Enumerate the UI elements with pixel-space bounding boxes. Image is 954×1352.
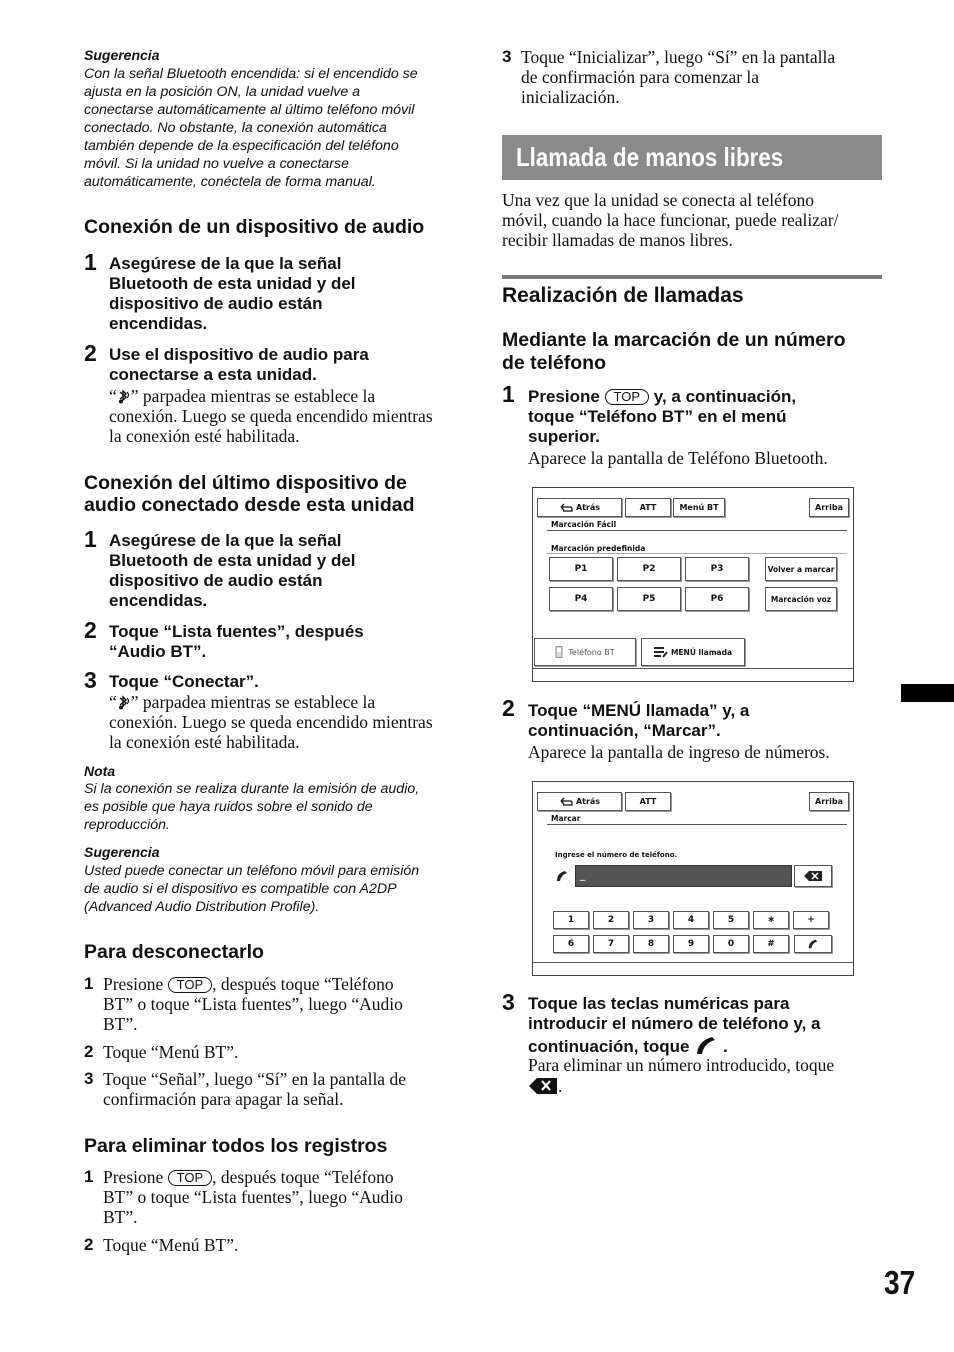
top-key: TOP — [168, 1170, 213, 1186]
top-key: TOP — [605, 389, 650, 405]
preset-p5-button[interactable]: P5 — [617, 587, 681, 611]
back-arrow-icon — [559, 797, 573, 807]
step-body: Toque “Menú BT”. — [103, 1235, 239, 1255]
step-text-part: Presione — [528, 387, 600, 406]
divider — [533, 668, 853, 669]
section-title: Para eliminar todos los registros — [84, 1135, 388, 1157]
bluetooth-audio-icon — [117, 388, 131, 404]
subsection-label: Marcación predefinida — [551, 544, 646, 553]
step-body: BT” o toque “Lista fuentes”, luego “Audio — [103, 1187, 403, 1207]
step-text: Toque las teclas numéricas para — [528, 994, 790, 1013]
step-number: 2 — [502, 695, 515, 721]
preset-p2-button[interactable]: P2 — [617, 557, 681, 581]
call-button[interactable] — [794, 935, 832, 953]
back-label: Atrás — [575, 797, 601, 806]
step-body — [109, 386, 375, 407]
note-heading: Nota — [84, 763, 116, 779]
step-body: de confirmación para comenzar la — [521, 67, 760, 87]
step-body: BT”. — [103, 1207, 138, 1227]
preset-p1-button[interactable]: P1 — [549, 557, 613, 581]
note-line: es posible que haya ruidos sobre el sonido de — [84, 799, 373, 815]
keypad-key[interactable]: 7 — [593, 935, 629, 953]
chapter-tab-marker — [901, 684, 954, 702]
step-text: conectarse a esta unidad. — [109, 365, 317, 384]
step-text: Toque “Conectar”. — [109, 672, 259, 691]
back-arrow-icon — [559, 503, 573, 513]
step-text: Bluetooth de esta unidad y del — [109, 551, 356, 570]
chapter-banner — [502, 135, 882, 180]
phone-handset-icon — [555, 646, 563, 658]
step-body: BT” o toque “Lista fuentes”, luego “Audio — [103, 994, 403, 1014]
step-text: continuación, “Marcar”. — [528, 721, 721, 740]
bluetooth-audio-icon — [117, 694, 131, 710]
tip-line: automáticamente, conéctela de forma manual. — [84, 174, 376, 190]
section-title: Para desconectarlo — [84, 941, 264, 963]
step-text — [528, 387, 796, 408]
subsection-title: Mediante la marcación de un número — [502, 329, 846, 351]
step-body: Aparece la pantalla de Teléfono Bluetooth. — [528, 448, 828, 468]
tip-line: conectado. No obstante, la conexión automática — [84, 120, 387, 136]
phone-icon — [807, 938, 819, 950]
phone-icon — [694, 1034, 718, 1056]
step-number: 1 — [502, 381, 515, 407]
step-body: Para eliminar un número introducido, toque — [528, 1055, 835, 1075]
step-number: 1 — [84, 249, 97, 275]
menu-bt-button[interactable]: Menú BT — [673, 498, 725, 517]
back-button[interactable] — [537, 792, 622, 811]
keypad-key[interactable]: 8 — [633, 935, 669, 953]
tip-line: conectarse automáticamente al último teléfono móvil — [84, 102, 415, 118]
step-text: Bluetooth de esta unidad y del — [109, 274, 356, 293]
step-number: 2 — [84, 617, 97, 643]
step-body — [109, 692, 375, 713]
divider — [547, 824, 847, 825]
tip-line: Con la señal Bluetooth encendida: si el encendido se — [84, 66, 418, 82]
bt-phone-screen — [532, 487, 854, 682]
intro-line: recibir llamadas de manos libres. — [502, 230, 733, 250]
divider — [547, 553, 847, 554]
body-text: ” parpadea mientras se establece la — [130, 692, 376, 712]
tip-heading: Sugerencia — [84, 47, 160, 63]
step-body: Aparece la pantalla de ingreso de números. — [528, 742, 830, 762]
step-text: dispositivo de audio están — [109, 571, 323, 590]
step-text: encendidas. — [109, 314, 208, 333]
keypad-key[interactable]: # — [753, 935, 789, 953]
banner-title: Llamada de manos libres — [516, 142, 784, 172]
keypad-key[interactable]: ∗ — [753, 911, 789, 929]
divider — [547, 530, 847, 531]
backspace-icon — [804, 871, 822, 881]
step-text: Toque “MENÚ llamada” y, a — [528, 701, 750, 720]
tab-telefono-bt[interactable] — [534, 638, 636, 666]
step-body: la conexión esté habilitada. — [109, 732, 300, 752]
tip-line: ajusta en la posición ON, la unidad vuelve a — [84, 84, 361, 100]
step-body: inicialización. — [521, 87, 620, 107]
tab-menu-llamada[interactable] — [641, 638, 745, 666]
step-text: encendidas. — [109, 591, 208, 610]
dial-prompt: Ingrese el número de teléfono. — [555, 851, 678, 859]
quote-open: “ — [109, 692, 117, 712]
step-number: 2 — [84, 1042, 94, 1061]
tip-heading: Sugerencia — [84, 844, 160, 860]
tab-label: Teléfono BT — [568, 647, 615, 657]
step-number: 3 — [84, 667, 97, 693]
step-number: 3 — [84, 1069, 94, 1088]
step-number: 2 — [84, 340, 97, 366]
input-value: _ — [580, 868, 586, 881]
step-text: continuación, toque . — [528, 1034, 728, 1058]
note-line: Si la conexión se realiza durante la emisión de audio, — [84, 781, 420, 797]
dial-screen — [532, 781, 854, 976]
backspace-icon — [528, 1077, 558, 1095]
body-text: , después toque “Teléfono — [212, 1167, 394, 1187]
step-text: toque “Teléfono BT” en el menú — [528, 407, 787, 426]
section-title: audio conectado desde esta unidad — [84, 494, 415, 516]
keypad-key[interactable]: 4 — [673, 911, 709, 929]
step-body: conexión. Luego se queda encendido mientras — [109, 406, 433, 426]
step-number: 1 — [84, 526, 97, 552]
step-text: “Audio BT”. — [109, 642, 207, 661]
preset-p6-button[interactable]: P6 — [685, 587, 749, 611]
step-number: 1 — [84, 974, 94, 993]
step-text-part: continuación, toque — [528, 1037, 690, 1056]
step-body: conexión. Luego se queda encendido mientras — [109, 712, 433, 732]
body-text: Presione — [103, 1167, 164, 1187]
body-text: ” parpadea mientras se establece la — [130, 386, 376, 406]
step-body: confirmación para apagar la señal. — [103, 1089, 344, 1109]
att-button[interactable]: ATT — [625, 792, 671, 811]
keypad-key[interactable]: 6 — [553, 935, 589, 953]
quote-open: “ — [109, 386, 117, 406]
tip-line: móvil. Si la unidad no vuelve a conectarse — [84, 156, 349, 172]
step-body — [103, 1167, 394, 1188]
step-text: Asegúrese de la que la señal — [109, 531, 342, 550]
tip-line: también depende de la especificación del teléfono — [84, 138, 399, 154]
step-number: 3 — [502, 989, 515, 1015]
step-text: dispositivo de audio están — [109, 294, 323, 313]
step-body: BT”. — [103, 1014, 138, 1034]
section-label: Marcación Fácil — [551, 520, 617, 529]
section-title: Conexión de un dispositivo de audio — [84, 216, 425, 238]
body-text: , después toque “Teléfono — [212, 974, 394, 994]
step-text: introducir el número de teléfono y, a — [528, 1014, 821, 1033]
top-key: TOP — [168, 977, 213, 993]
keypad-key[interactable]: 0 — [713, 935, 749, 953]
divider — [533, 962, 853, 963]
step-body: Toque “Inicializar”, luego “Sí” en la pantalla — [521, 47, 836, 67]
voice-dial-button[interactable]: Marcación voz — [765, 587, 837, 611]
tip-line: de audio si el dispositivo es compatible con A2DP — [84, 881, 397, 897]
step-text: Use el dispositivo de audio para — [109, 345, 369, 364]
keypad-key[interactable]: + — [793, 911, 829, 929]
subsection-title: de teléfono — [502, 352, 607, 374]
att-button[interactable]: ATT — [625, 498, 671, 517]
keypad-key[interactable]: 9 — [673, 935, 709, 953]
step-number: 3 — [502, 47, 512, 66]
delete-button[interactable] — [794, 865, 832, 887]
intro-line: móvil, cuando la hace funcionar, puede realizar/ — [502, 210, 839, 230]
step-text-part: y, a continuación, — [649, 387, 797, 406]
tip-line: Usted puede conectar un teléfono móvil para emisión — [84, 863, 420, 879]
redial-button[interactable]: Volver a marcar — [765, 557, 837, 581]
tab-label: MENÚ llamada — [670, 647, 733, 657]
preset-p3-button[interactable]: P3 — [685, 557, 749, 581]
step-body: Toque “Señal”, luego “Sí” en la pantalla de — [103, 1069, 406, 1089]
intro-line: Una vez que la unidad se conecta al teléfono — [502, 190, 814, 210]
page-number: 37 — [884, 1264, 916, 1301]
preset-p4-button[interactable]: P4 — [549, 587, 613, 611]
menu-list-icon — [654, 646, 668, 658]
body-text: Presione — [103, 974, 164, 994]
section-title: Conexión del último dispositivo de — [84, 472, 407, 494]
step-body: Toque “Menú BT”. — [103, 1042, 239, 1062]
step-body: . — [528, 1076, 562, 1097]
step-number: 2 — [84, 1235, 94, 1254]
step-body — [103, 974, 394, 995]
step-number: 1 — [84, 1167, 94, 1186]
back-button[interactable] — [537, 498, 622, 517]
step-text: superior. — [528, 427, 600, 446]
tip-line: (Advanced Audio Distribution Profile). — [84, 899, 320, 915]
keypad-key[interactable]: 2 — [593, 911, 629, 929]
phone-number-input[interactable] — [575, 865, 792, 887]
keypad-key[interactable]: 1 — [553, 911, 589, 929]
section-rule — [502, 275, 882, 279]
step-text: Asegúrese de la que la señal — [109, 254, 342, 273]
phone-icon — [555, 869, 569, 883]
arriba-button[interactable]: Arriba — [809, 792, 849, 811]
back-label: Atrás — [575, 503, 601, 512]
section-heading: Realización de llamadas — [502, 284, 744, 307]
keypad-key[interactable]: 5 — [713, 911, 749, 929]
step-body: la conexión esté habilitada. — [109, 426, 300, 446]
arriba-button[interactable]: Arriba — [809, 498, 849, 517]
section-label: Marcar — [551, 814, 581, 823]
step-text: Toque “Lista fuentes”, después — [109, 622, 364, 641]
note-line: reproducción. — [84, 817, 170, 833]
keypad-key[interactable]: 3 — [633, 911, 669, 929]
